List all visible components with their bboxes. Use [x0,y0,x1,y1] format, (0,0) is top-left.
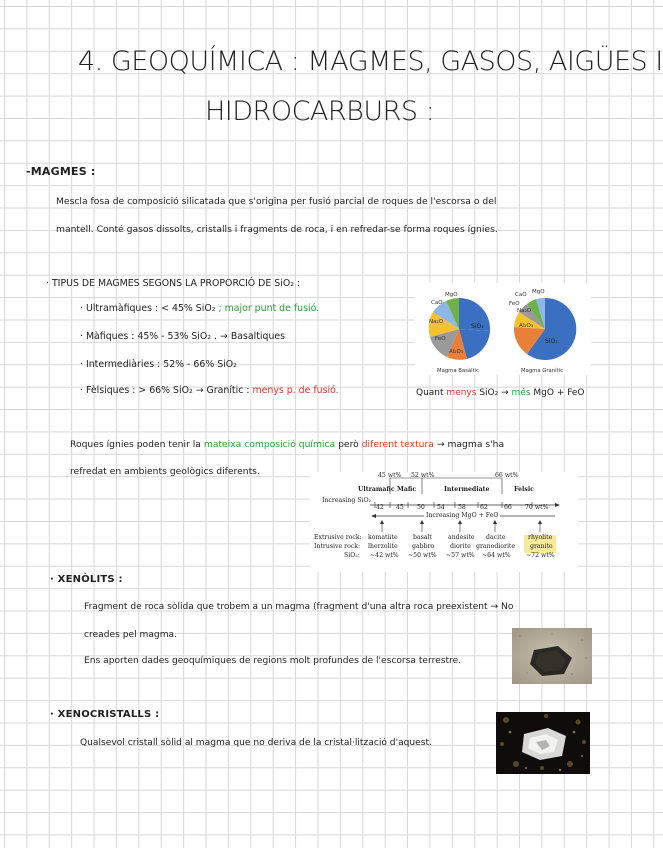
roques-line1 [70,439,504,450]
cat-intermediate: Intermediate [444,486,490,493]
pie-left-label-feo: FeO [435,336,446,342]
rock-ext-rhyolite: rhyolite [528,534,553,541]
rock-ext-komatiite: komatiite [368,534,398,541]
rock-sio2-57: ~57 wt% [446,552,475,559]
cat-mafic: Mafic [397,486,417,493]
xenolith-photo [512,628,592,684]
pie-right-label-na2o: Na₂O [517,308,532,314]
rock-sio2-64: ~64 wt% [482,552,511,559]
pie-right-label-feo: FeO [509,301,520,307]
type-ultramafic [80,303,319,314]
magmes-paragraph-line2: mantell. Conté gasos dissolts, cristalls i fragments de roca, i en refredar-se forma roques ígnies. [56,224,498,235]
quant-red: menys [446,388,477,398]
tick-58: 58 [458,504,466,511]
pie-left-label-sio2: SiO₂ [471,323,484,330]
rock-int-granite: granite [530,543,553,550]
pie-charts-figure [415,283,591,375]
rock-sio2-50: ~50 wt% [408,552,437,559]
classification-figure [310,472,578,572]
pie-left-label-cao: CaO [431,300,443,306]
xenolits-line2: creades pel magma. [84,630,178,640]
xenocrystal-photo [496,712,590,774]
section-heading-xenocristalls: · XENOCRISTALLS : [50,709,160,720]
section-heading-magmes: -MAGMES : [26,165,96,178]
pie-left-label-mgo: MgO [445,292,458,298]
roques-line1-c: → magma s'ha [436,439,505,450]
pie-right-label-sio2: SiO₂ [545,338,558,345]
type-ultramafic-note: ; major punt de fusió. [215,303,320,314]
cat-ultramafic: Ultramafic [358,486,395,493]
row-label-extrusive: Extrusive rock: [314,534,362,541]
pie-left-label-na2o: Na₂O [429,319,444,325]
wt-66: 66 wt% [495,472,519,479]
roques-line1-a: Roques ígnies poden tenir la [70,439,201,450]
type-intermediate-label: · Intermediàries : 52% - 66% SiO₂ [80,359,237,370]
pie-right-label-al2o3: Al₂O₃ [519,323,534,329]
type-intermediate [80,359,237,370]
roques-line1-b: però [338,439,359,450]
pie-right-caption: Magma Granític [521,368,564,374]
roques-line1-green: mateixa composició química [203,439,336,450]
rock-ext-andesite: andesite [448,534,475,541]
pie-left-caption: Magma Basàltic [437,368,480,374]
rock-sio2-72: ~72 wt% [526,552,555,559]
tick-50: 50 [417,504,425,511]
type-felsic-note: menys p. de fusió. [249,385,339,396]
magmes-paragraph-line1: Mescla fosa de composició silicatada que s'origina per fusió parcial de roques de l'escorsa o del [56,196,497,207]
pie-left-label-al2o3: Al₂O₃ [449,349,464,355]
rock-ext-dacite: dacite [486,534,506,541]
mgo-arrow-label: Increasing MgO + FeO [426,512,499,519]
xenolits-line3: Ens aporten dades geoquímiques de regions molt profundes de l'escorsa terrestre. [84,656,462,666]
row-label-intrusive: Intrusive rock: [314,543,361,550]
rock-int-granodiorite: granodiorite [476,543,516,550]
tick-62: 62 [480,504,488,511]
xenolits-line1: Fragment de roca sòlida que trobem a un magma (fragment d'una altra roca preexistent → No [84,602,514,612]
pie-right-label-cao: CaO [515,292,527,298]
roques-line1-red: diferent textura [361,439,434,450]
tipus-heading: · TIPUS DE MAGMES SEGONS LA PROPORCIÓ DE SiO₂ : [46,278,301,289]
rock-int-diorite: diorite [450,543,471,550]
tick-66: 66 [504,504,512,511]
tick-45: 45 [396,504,404,511]
type-mafic-note: → Basaltiques [217,331,286,342]
quant-mid: SiO₂ → [479,388,509,398]
rock-int-lherzolite: lherzolite [368,543,398,550]
xenocristalls-line1: Qualsevol cristall sòlid al magma que no deriva de la cristal·lització d'aquest. [80,738,432,748]
row-label-sio2: SiO₂: [344,552,360,559]
rock-ext-basalt: basalt [413,534,432,541]
page-title-line2: HIDROCARBURS : [205,96,435,127]
tick-54: 54 [437,504,445,511]
sio2-arrow-label: Increasing SiO₂ [322,497,372,504]
tick-70: 70 wt% [525,504,549,511]
rock-int-gabbro: gabbro [412,543,435,550]
type-mafic-label: · Màfiques : 45% - 53% SiO₂ . [80,331,218,342]
roques-line2: refredat en ambients geològics diferents. [70,466,260,477]
type-mafic [80,331,285,342]
quant-suffix: MgO + FeO [533,388,585,398]
wt-52: 52 wt% [411,472,435,479]
quant-sentence [416,388,585,398]
cat-felsic: Felsic [514,486,534,493]
type-ultramafic-label: · Ultramàfiques : < 45% SiO₂ [80,303,216,314]
type-felsic-label: · Fèlsiques : > 66% SiO₂ → Granític : [80,385,250,396]
pie-right-label-mgo: MgO [532,289,545,295]
quant-prefix: Quant [416,388,444,398]
quant-green: més [511,388,531,398]
type-felsic [80,385,339,396]
rock-sio2-42: ~42 wt% [370,552,399,559]
page-title-line1: 4. GEOQUÍMICA : MAGMES, GASOS, AIGÜES I [78,46,663,77]
wt-45: 45 wt% [378,472,402,479]
section-heading-xenolits: · XENÒLITS : [50,574,123,585]
tick-42: 42 [376,504,384,511]
